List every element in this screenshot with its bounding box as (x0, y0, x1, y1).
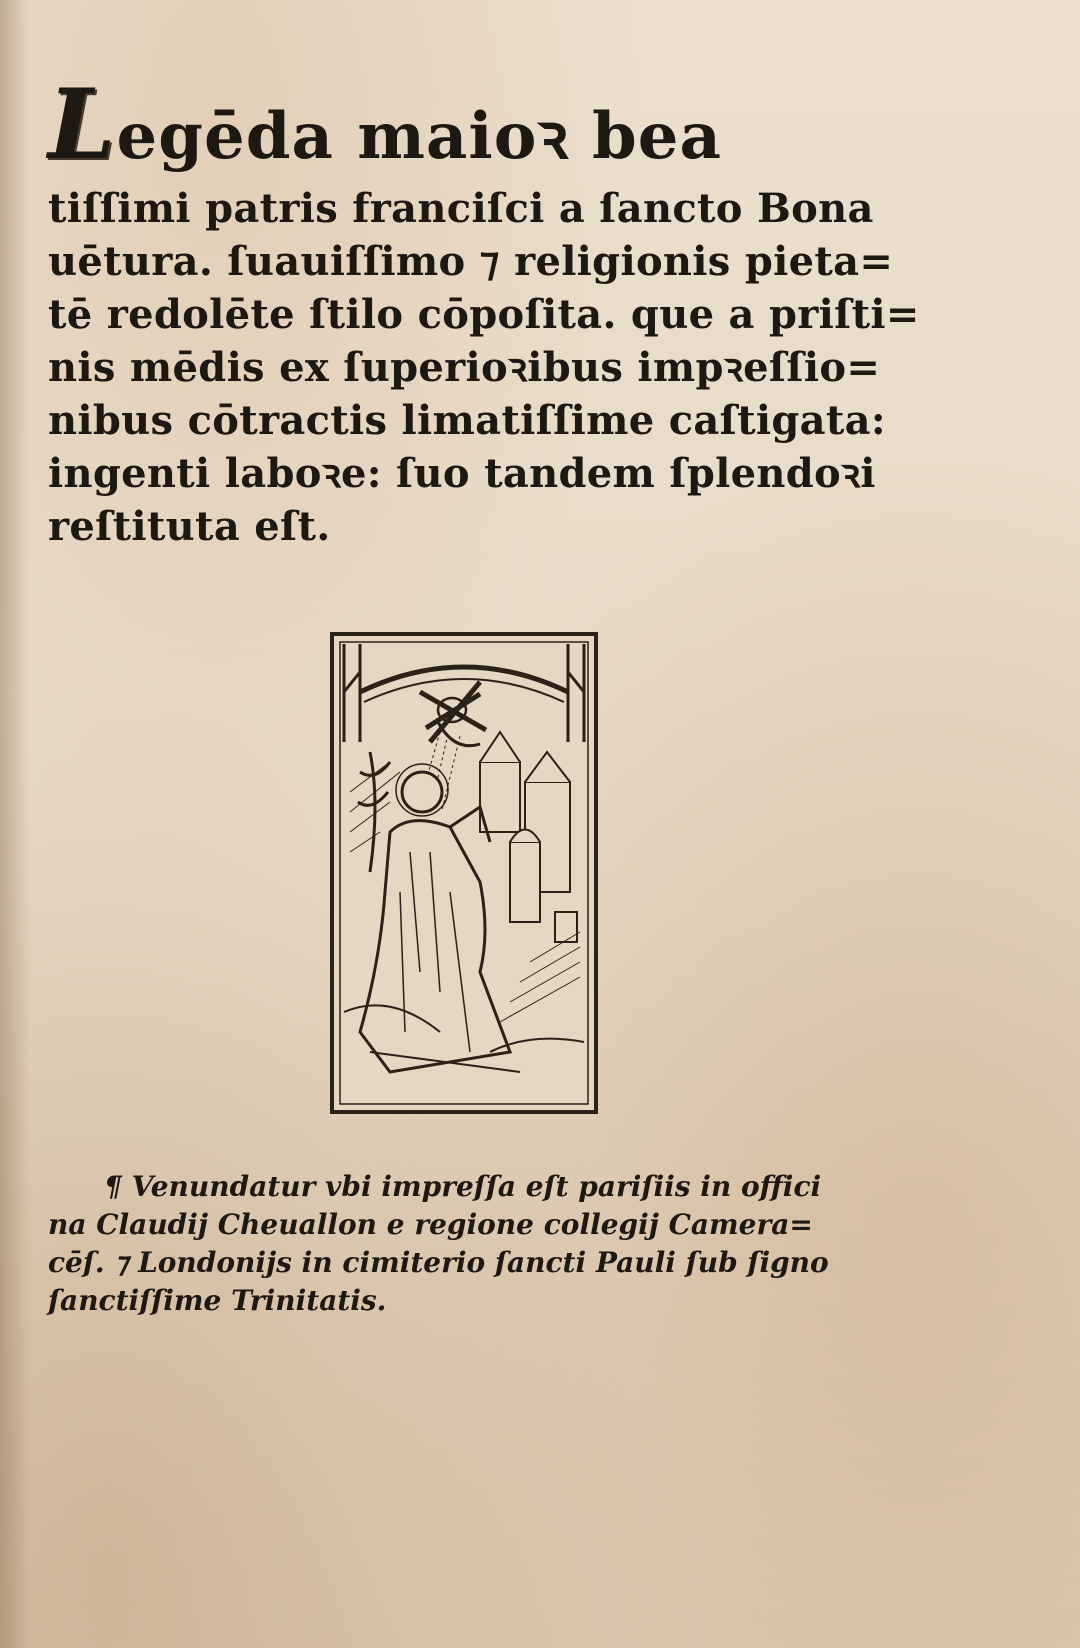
title-body-line-5: nibus cōtractis limatiſſime caſtigata: (48, 397, 886, 444)
pilcrow-mark: ¶ (104, 1170, 122, 1203)
imprint-block (48, 1168, 898, 1320)
title-body-line-4: nis mēdis ex ſuperioꝛibus impꝛeſſio= (48, 344, 881, 391)
title-body-line-2: uētura. ſuauiſſimo ⁊ religionis pieta= (48, 238, 894, 285)
title-body-line-3: tē redolēte ſtilo cōpoſita. que a priſti= (48, 291, 920, 338)
imprint-line-1 (48, 1168, 898, 1206)
decorated-initial: L (48, 68, 117, 181)
woodcut-illustration (330, 632, 598, 1114)
title-body-line-1: tiſſimi patris franciſci a ſancto Bona (48, 185, 874, 232)
imprint-line-4: ſanctiſſime Trinitatis. (48, 1284, 387, 1317)
page-edge-shadow (0, 0, 30, 1648)
title-line (48, 68, 898, 182)
imprint-line-2: na Claudij Cheuallon e regione collegij Camera= (48, 1208, 813, 1241)
title-first-line: egēda maioꝛ bea (116, 99, 722, 174)
title-body-line-7: reſtituta eſt. (48, 503, 331, 550)
title-body-line-6: ingenti laboꝛe: ſuo tandem ſplendoꝛi (48, 450, 876, 497)
title-text-block (48, 68, 920, 553)
imprint-line-3: cēſ. ⁊ Londonijs in cimiterio ſancti Pauli ſub ſigno (48, 1246, 829, 1279)
imprint-line-1-text: Venundatur vbi impreſſa eſt pariſiis in offici (131, 1170, 822, 1203)
